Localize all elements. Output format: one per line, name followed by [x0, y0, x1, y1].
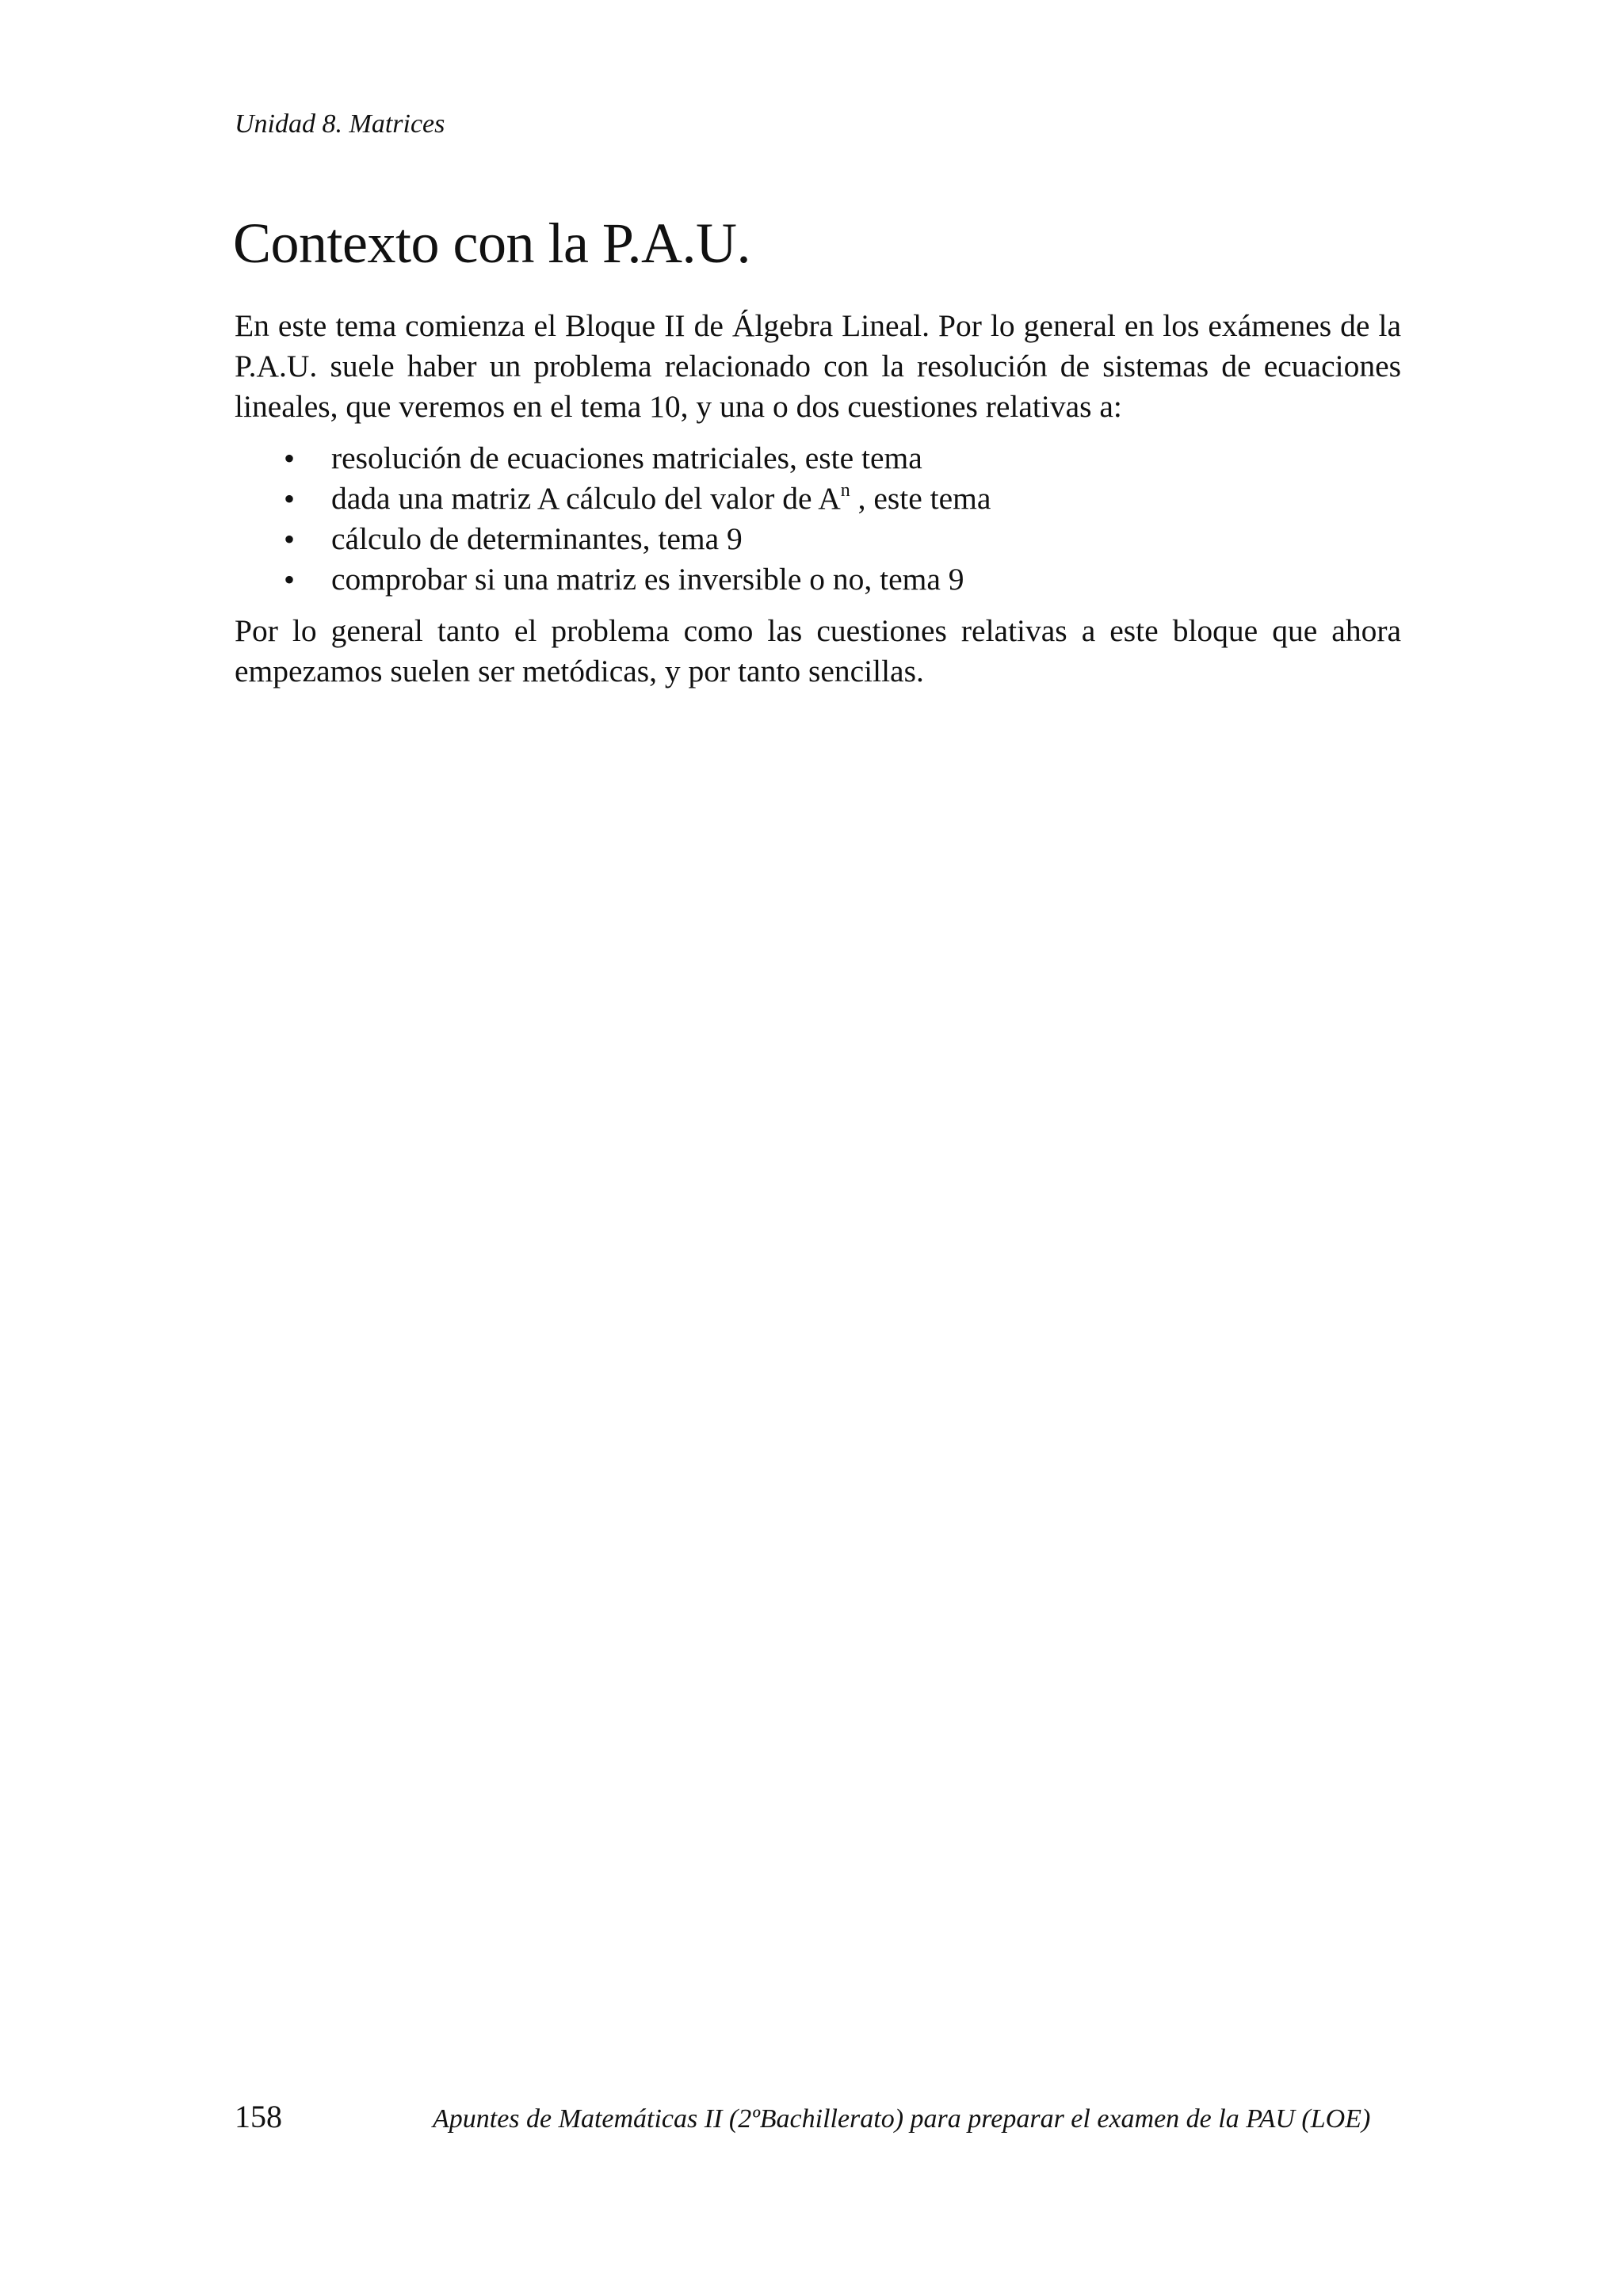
page-title: Contexto con la P.A.U. [233, 212, 750, 275]
footer-book-title: Apuntes de Matemáticas II (2ºBachillerato) para preparar el examen de la PAU (LOE) [433, 2104, 1371, 2134]
list-item [284, 438, 1401, 479]
content-body [235, 306, 1401, 692]
list-item-text: resolución de ecuaciones matriciales, este tema [331, 441, 922, 475]
list-item-text: cálculo de determinantes, tema 9 [331, 521, 743, 556]
intro-paragraph: En este tema comienza el Bloque II de Álgebra Lineal. Por lo general en los exámenes de la P.A.U. suele haber un problema relacionado con la resolución de sistemas de ecuaciones lineales, que veremos en el tema 10, y una o dos cuestiones relativas a: [235, 308, 1401, 424]
bullet-marker: • [284, 441, 296, 476]
list-item-text: comprobar si una matriz es inversible o no, tema 9 [331, 562, 964, 597]
running-header: Unidad 8. Matrices [235, 109, 445, 139]
bullet-marker: • [284, 562, 296, 597]
bullet-marker: • [284, 481, 296, 517]
list-item [284, 559, 1401, 600]
bullet-marker: • [284, 521, 296, 557]
topic-list [235, 438, 1401, 600]
list-item-text-suffix: , este tema [850, 481, 991, 516]
page-number: 158 [235, 2099, 282, 2134]
superscript-n: n [840, 480, 850, 501]
closing-paragraph: Por lo general tanto el problema como las cuestiones relativas a este bloque que ahora empezamos suelen ser metódicas, y por tanto sencillas. [235, 613, 1401, 688]
list-item-text: dada una matriz A cálculo del valor de A [331, 481, 841, 516]
list-item [284, 519, 1401, 559]
list-item [284, 479, 1401, 519]
